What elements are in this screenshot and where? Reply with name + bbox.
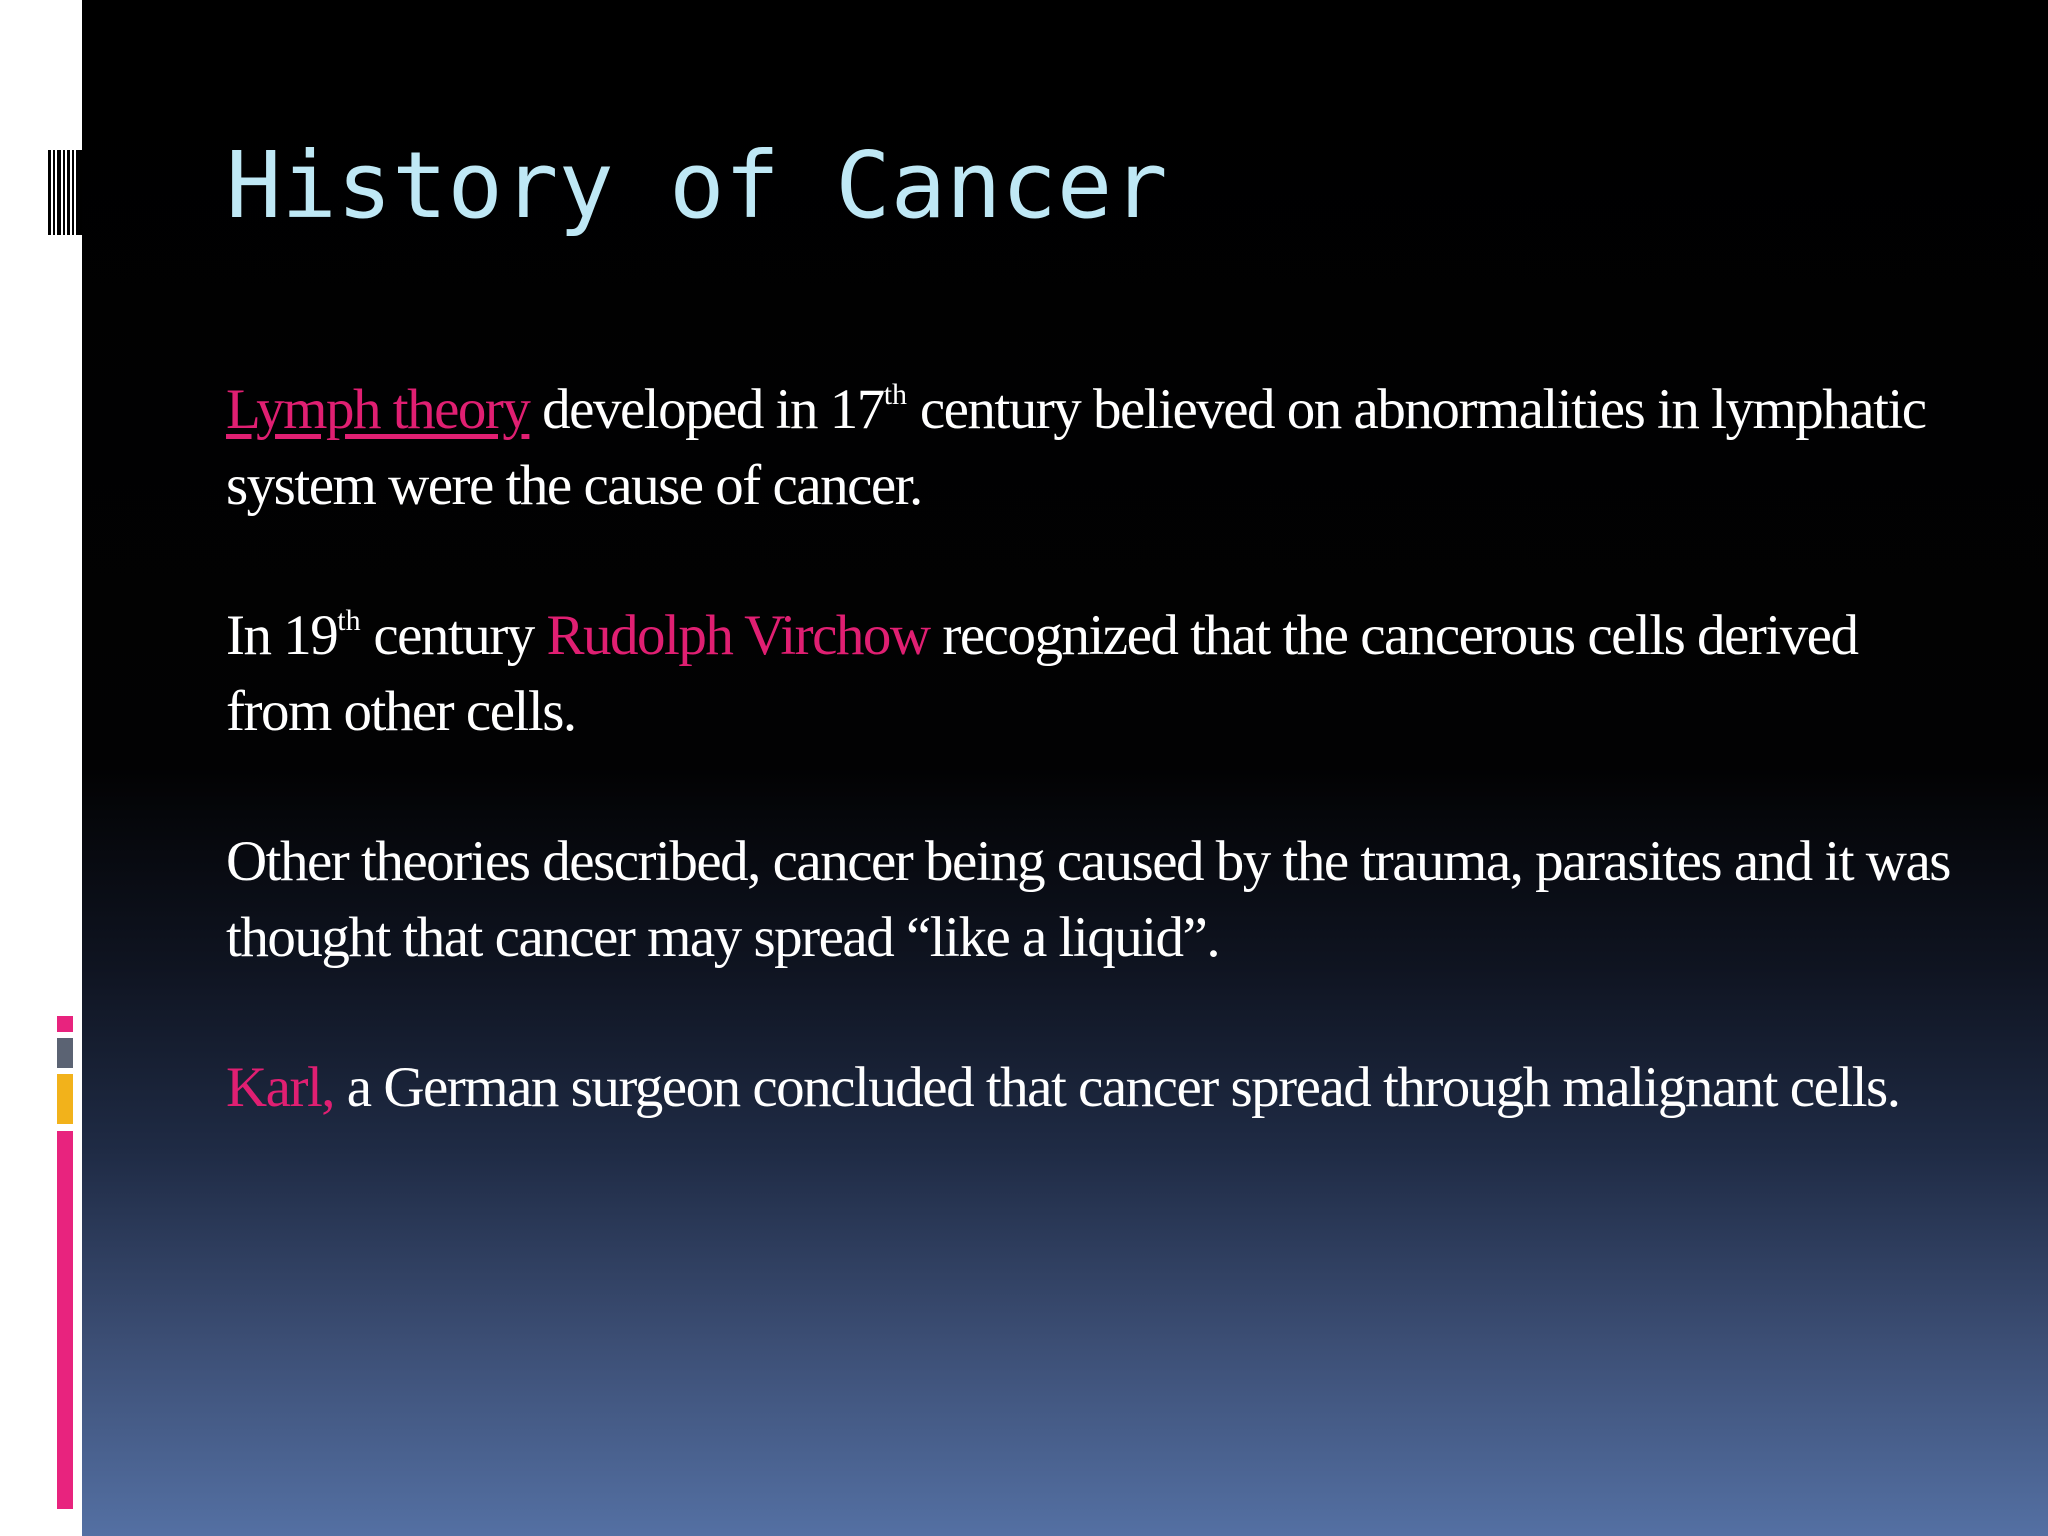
ordinal-suffix: th bbox=[883, 378, 908, 411]
paragraph-other-theories bbox=[226, 824, 1966, 976]
slide-body bbox=[226, 372, 1966, 1200]
accent-bar-yellow bbox=[57, 1074, 73, 1124]
paragraph-virchow bbox=[226, 598, 1966, 750]
paragraph-text: developed in 17 bbox=[529, 378, 884, 441]
paragraph-text: In 19 bbox=[226, 604, 338, 667]
ordinal-suffix: th bbox=[337, 604, 361, 637]
highlight-name: Rudolph Virchow bbox=[546, 604, 930, 667]
slide-title: History of Cancer bbox=[226, 132, 1168, 239]
accent-bar-pink-small bbox=[57, 1016, 73, 1032]
lymph-theory-link[interactable]: Lymph theory bbox=[226, 378, 530, 441]
paragraph-lymph-theory bbox=[226, 372, 1966, 524]
highlight-name: Karl, bbox=[226, 1056, 335, 1119]
accent-bar-gray bbox=[57, 1038, 73, 1068]
paragraph-text: Other theories described, cancer being caused by the trauma, parasites and it was thought that cancer may spread “like a liquid”. bbox=[226, 830, 1950, 969]
paragraph-karl bbox=[226, 1050, 1966, 1126]
paragraph-text: a German surgeon concluded that cancer spread through malignant cells. bbox=[334, 1056, 1900, 1119]
paragraph-text: recognized that the cancerous cells derived from other cells. bbox=[226, 604, 1858, 743]
barcode-decoration bbox=[48, 150, 82, 235]
paragraph-text: century believed on abnormalities in lymphatic system were the cause of cancer. bbox=[226, 378, 1926, 517]
paragraph-text: century bbox=[360, 604, 547, 667]
accent-bar-pink-long bbox=[57, 1131, 73, 1509]
